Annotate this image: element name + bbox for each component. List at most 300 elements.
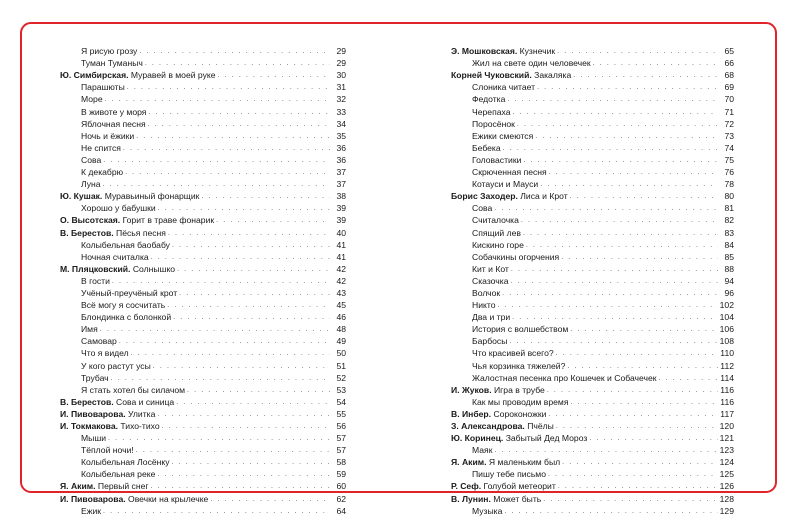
toc-title: Трубач	[81, 372, 109, 383]
toc-entry	[60, 311, 346, 323]
toc-entry-label	[60, 421, 160, 432]
toc-title: Музыка	[472, 505, 503, 516]
toc-entry	[451, 384, 734, 396]
toc-entry-label	[451, 324, 568, 335]
toc-leader-dots	[177, 264, 330, 275]
toc-page-number: 60	[336, 481, 346, 492]
toc-entry	[60, 444, 346, 456]
toc-entry	[60, 492, 346, 504]
toc-leader-dots	[187, 385, 330, 396]
toc-page-number: 128	[719, 493, 734, 504]
toc-leader-dots	[511, 264, 718, 275]
toc-title: Чья корзинка тяжелей?	[472, 360, 566, 371]
toc-entry	[451, 372, 734, 384]
toc-page-number: 84	[724, 239, 734, 250]
toc-entry	[451, 420, 734, 432]
toc-entry-label	[60, 179, 101, 190]
toc-page-number: 33	[336, 106, 346, 117]
toc-title: Что я видел	[81, 348, 129, 359]
toc-leader-dots	[125, 167, 330, 178]
toc-leader-dots	[139, 46, 330, 57]
toc-page-number: 71	[724, 106, 734, 117]
toc-leader-dots	[179, 288, 330, 299]
toc-title: Не спится	[81, 142, 121, 153]
toc-leader-dots	[570, 191, 718, 202]
toc-page-number: 73	[724, 130, 734, 141]
toc-entry-label	[60, 469, 155, 480]
toc-entry	[451, 226, 734, 238]
toc-entry-label	[451, 506, 502, 517]
toc-entry-label	[451, 131, 533, 142]
toc-page-number: 74	[724, 142, 734, 153]
toc-title: Ночь и ёжики	[81, 130, 135, 141]
toc-title: Пчёлы	[527, 421, 554, 431]
toc-title: Закаляка	[534, 70, 572, 81]
toc-page-number: 80	[724, 191, 734, 202]
toc-leader-dots	[503, 143, 718, 154]
toc-entry	[451, 178, 734, 190]
toc-title: Самовар	[81, 336, 117, 347]
toc-page-number: 42	[336, 263, 346, 274]
toc-leader-dots	[105, 94, 330, 105]
toc-entry	[60, 214, 346, 226]
toc-entry-label	[451, 264, 509, 275]
toc-entry	[60, 105, 346, 117]
toc-entry-label	[60, 433, 106, 444]
toc-leader-dots	[176, 397, 330, 408]
toc-entry-label	[451, 312, 510, 323]
toc-entry	[451, 335, 734, 347]
toc-leader-dots	[561, 252, 718, 263]
toc-page-number: 78	[724, 179, 734, 190]
toc-leader-dots	[112, 276, 330, 287]
toc-leader-dots	[103, 179, 330, 190]
toc-page-number: 70	[724, 94, 734, 105]
toc-author: О. Высотская.	[60, 215, 121, 226]
toc-page-number: 126	[719, 481, 734, 492]
toc-author: Ю. Коринец.	[451, 433, 504, 444]
toc-entry	[60, 251, 346, 263]
toc-author: И. Жуков.	[451, 384, 492, 395]
toc-title: Скрюченная песня	[472, 167, 547, 178]
toc-entry-label	[60, 215, 214, 226]
toc-page-number: 82	[724, 215, 734, 226]
toc-entry-label	[451, 155, 521, 166]
toc-entry-label	[60, 373, 109, 384]
toc-entry-label	[451, 46, 555, 57]
toc-entry-label	[60, 107, 146, 118]
toc-leader-dots	[504, 506, 717, 517]
toc-leader-dots	[547, 385, 718, 396]
toc-page-number: 104	[719, 312, 734, 323]
toc-entry	[451, 93, 734, 105]
toc-title: Овечки на крылечке	[128, 493, 209, 504]
toc-page-number: 81	[724, 203, 734, 214]
toc-leader-dots	[502, 288, 718, 299]
toc-leader-dots	[136, 131, 330, 142]
toc-entry	[60, 263, 346, 275]
toc-entry	[451, 505, 734, 517]
toc-entry	[60, 456, 346, 468]
toc-page-number: 62	[336, 493, 346, 504]
toc-author: В. Берестов.	[60, 396, 114, 407]
toc-page-number: 66	[724, 58, 734, 69]
toc-title: Жил на свете один человечек	[472, 58, 591, 69]
toc-leader-dots	[162, 421, 330, 432]
toc-entry	[60, 505, 346, 517]
toc-author: И. Пивоварова.	[60, 408, 126, 419]
toc-title: Я рисую грозу	[81, 46, 138, 57]
toc-title: Сороконожки	[493, 408, 547, 419]
toc-entry	[451, 263, 734, 275]
toc-author: В. Лунин.	[451, 493, 491, 504]
toc-leader-dots	[507, 94, 718, 105]
toc-title: Муравей в моей руке	[130, 70, 216, 81]
toc-title: Федотка	[472, 94, 506, 105]
toc-leader-dots	[567, 361, 718, 372]
toc-page-number: 37	[336, 179, 346, 190]
toc-entry	[451, 202, 734, 214]
toc-title: Колыбельная Лосёнку	[81, 457, 170, 468]
toc-leader-dots	[523, 228, 718, 239]
toc-title: Пёсья песня	[116, 227, 166, 238]
toc-entry	[451, 359, 734, 371]
toc-entry-label	[60, 361, 151, 372]
toc-page-number: 40	[336, 227, 346, 238]
toc-page-number: 29	[336, 58, 346, 69]
toc-entry-label	[451, 481, 556, 492]
toc-entry-label	[60, 131, 134, 142]
toc-title: Я маленьким был	[488, 457, 561, 468]
toc-author: Я. Аким.	[60, 481, 96, 492]
toc-title: Голубой метеорит	[483, 481, 556, 492]
toc-author: И. Токмакова.	[60, 421, 119, 431]
toc-title: Спящий лев	[472, 227, 521, 238]
toc-entry-label	[60, 324, 98, 335]
toc-leader-dots	[570, 397, 718, 408]
toc-title: Жалостная песенка про Кошечек и Собачечек	[472, 372, 657, 383]
toc-entry-label	[451, 421, 554, 432]
toc-leader-dots	[167, 300, 330, 311]
toc-page-number: 117	[720, 408, 734, 419]
toc-page-number: 37	[336, 167, 346, 178]
toc-entry-label	[451, 457, 560, 468]
toc-entry-label	[60, 445, 134, 456]
toc-leader-dots	[659, 373, 718, 384]
toc-entry-label	[451, 361, 565, 372]
toc-entry	[60, 408, 346, 420]
toc-entry-label	[60, 228, 166, 239]
toc-title: Ночная считалка	[81, 251, 149, 262]
toc-title: В гости	[81, 275, 110, 286]
toc-leader-dots	[543, 494, 717, 505]
toc-entry-label	[60, 155, 101, 166]
toc-entry	[60, 202, 346, 214]
toc-page-number: 112	[720, 360, 734, 371]
toc-entry	[451, 57, 734, 69]
toc-author: З. Александрова.	[451, 421, 525, 431]
toc-leader-dots	[556, 348, 718, 359]
toc-leader-dots	[136, 445, 330, 456]
toc-entry	[60, 239, 346, 251]
toc-entry	[451, 408, 734, 420]
toc-entry	[60, 178, 346, 190]
toc-leader-dots	[589, 433, 717, 444]
toc-title: Мыши	[81, 433, 107, 444]
toc-entry	[60, 372, 346, 384]
toc-page-number: 88	[724, 263, 734, 274]
toc-page-number: 57	[336, 445, 346, 456]
toc-title: Туман Туманыч	[81, 58, 143, 69]
toc-page-number: 53	[336, 384, 346, 395]
toc-entry	[60, 432, 346, 444]
toc-entry-label	[60, 252, 149, 263]
toc-entry	[60, 275, 346, 287]
toc-entry-label	[451, 445, 492, 456]
toc-page-number: 72	[724, 118, 734, 129]
toc-page-number: 36	[336, 154, 346, 165]
toc-page-number: 114	[720, 372, 734, 383]
toc-leader-dots	[557, 46, 718, 57]
toc-entry	[60, 323, 346, 335]
toc-column-right	[451, 45, 734, 517]
toc-leader-dots	[119, 336, 330, 347]
toc-page-number: 56	[336, 421, 346, 431]
toc-entry	[451, 81, 734, 93]
toc-entry-label	[60, 94, 103, 105]
toc-title: Имя	[81, 324, 98, 335]
toc-leader-dots	[494, 445, 717, 456]
toc-leader-dots	[151, 252, 330, 263]
toc-title: Колыбельная баобабу	[81, 239, 170, 250]
toc-page-number: 123	[719, 445, 734, 456]
toc-title: В животе у моря	[81, 106, 147, 117]
toc-entry-label	[451, 433, 587, 444]
toc-entry-label	[451, 252, 559, 263]
toc-leader-dots	[521, 215, 718, 226]
toc-leader-dots	[103, 155, 330, 166]
toc-entry-label	[451, 409, 546, 420]
toc-page-number: 121	[719, 433, 734, 444]
toc-page-number: 85	[724, 251, 734, 262]
toc-entry-label	[451, 143, 501, 154]
toc-entry-label	[60, 336, 117, 347]
toc-title: Головастики	[472, 154, 522, 165]
toc-leader-dots	[573, 70, 718, 81]
toc-entry	[60, 396, 346, 408]
toc-entry-label	[451, 107, 510, 118]
toc-entry	[60, 57, 346, 69]
toc-entry	[451, 214, 734, 226]
toc-entry	[60, 480, 346, 492]
toc-title: Ежики смеются	[472, 130, 534, 141]
toc-entry-label	[60, 240, 170, 251]
toc-entry	[451, 323, 734, 335]
toc-page-number: 48	[336, 324, 346, 335]
toc-title: Тихо-тихо	[120, 421, 160, 431]
toc-entry	[451, 311, 734, 323]
toc-entry	[451, 130, 734, 142]
toc-leader-dots	[151, 481, 330, 492]
toc-entry-label	[60, 409, 155, 420]
toc-leader-dots	[153, 361, 330, 372]
toc-entry-label	[451, 82, 535, 93]
toc-entry-label	[60, 167, 123, 178]
toc-leader-dots	[512, 312, 717, 323]
toc-entry-label	[60, 46, 137, 57]
toc-title: Сова	[81, 154, 102, 165]
toc-page-number: 94	[724, 275, 734, 286]
toc-entry	[451, 468, 734, 480]
toc-entry	[60, 359, 346, 371]
toc-title: Блондинка с болонкой	[81, 312, 172, 323]
toc-leader-dots	[103, 506, 330, 517]
toc-entry-label	[451, 228, 521, 239]
toc-page-number: 54	[336, 396, 346, 407]
toc-entry	[60, 347, 346, 359]
toc-title: Луна	[81, 179, 101, 190]
toc-author: Ю. Кушак.	[60, 191, 103, 202]
toc-entry	[60, 142, 346, 154]
toc-page-number: 36	[336, 142, 346, 153]
toc-page-number: 58	[336, 457, 346, 468]
toc-page-number: 129	[719, 505, 734, 516]
toc-entry-label	[60, 494, 208, 505]
toc-entry	[60, 420, 346, 432]
toc-entry	[451, 432, 734, 444]
toc-title: Кит и Кот	[472, 263, 509, 274]
toc-leader-dots	[517, 119, 718, 130]
toc-entry-label	[451, 215, 519, 226]
toc-leader-dots	[540, 179, 718, 190]
toc-leader-dots	[145, 58, 330, 69]
toc-title: Улитка	[128, 408, 156, 419]
toc-leader-dots	[158, 203, 330, 214]
toc-title: Считалочка	[472, 215, 519, 226]
toc-page-number: 106	[719, 324, 734, 335]
toc-leader-dots	[123, 143, 330, 154]
toc-page-number: 31	[336, 82, 346, 93]
toc-entry-label	[451, 119, 515, 130]
toc-title: Забытый Дед Мороз	[505, 433, 588, 444]
toc-entry	[60, 335, 346, 347]
toc-entry-label	[60, 70, 216, 81]
toc-page-number: 30	[336, 70, 346, 81]
toc-title: Тёплой ночи!	[81, 445, 134, 456]
toc-entry	[451, 69, 734, 81]
toc-page-number: 43	[336, 287, 346, 298]
toc-author: Борис Заходер.	[451, 191, 518, 202]
toc-entry-label	[60, 397, 174, 408]
toc-author: В. Инбер.	[451, 408, 492, 419]
toc-title: Ежик	[81, 505, 102, 516]
toc-page-number: 76	[724, 167, 734, 178]
toc-entry	[60, 118, 346, 130]
toc-page-number: 29	[336, 46, 346, 57]
toc-entry-label	[451, 336, 507, 347]
toc-leader-dots	[210, 494, 330, 505]
toc-title: Кузнечик	[519, 46, 556, 57]
toc-page-number: 39	[336, 215, 346, 226]
toc-title: Колыбельная реке	[81, 469, 156, 480]
toc-entry-label	[451, 288, 500, 299]
toc-page-number: 42	[336, 275, 346, 286]
toc-title: Яблочная песня	[81, 118, 146, 129]
toc-entry	[451, 251, 734, 263]
toc-page-number: 75	[724, 154, 734, 165]
toc-leader-dots	[512, 107, 718, 118]
toc-title: Учёный-преучёный крот	[81, 287, 178, 298]
toc-page-number: 34	[336, 118, 346, 129]
toc-title: Пишу тебе письмо	[472, 469, 546, 480]
toc-entry	[451, 347, 734, 359]
toc-entry-label	[451, 469, 546, 480]
toc-entry-label	[451, 167, 547, 178]
toc-page-number: 110	[720, 348, 734, 359]
toc-title: Маяк	[472, 445, 493, 456]
toc-page-number: 59	[336, 469, 346, 480]
toc-title: Первый снег	[97, 481, 149, 492]
toc-entry-label	[60, 288, 177, 299]
toc-leader-dots	[548, 469, 718, 480]
toc-page-number: 69	[724, 82, 734, 93]
toc-title: Кискино горе	[472, 239, 524, 250]
toc-entry	[451, 456, 734, 468]
toc-entry-label	[60, 143, 121, 154]
toc-entry-label	[451, 70, 571, 81]
toc-leader-dots	[509, 336, 717, 347]
toc-author: И. Пивоварова.	[60, 493, 126, 504]
toc-title: Что красивей всего?	[472, 348, 554, 359]
toc-leader-dots	[570, 324, 717, 335]
toc-author: Ю. Симбирская.	[60, 70, 129, 81]
toc-entry	[60, 93, 346, 105]
toc-entry	[451, 190, 734, 202]
toc-entry	[60, 299, 346, 311]
toc-leader-dots	[562, 457, 717, 468]
toc-leader-dots	[157, 409, 330, 420]
toc-entry	[60, 130, 346, 142]
toc-author: М. Пляцковский.	[60, 263, 131, 274]
toc-page-number: 32	[336, 94, 346, 105]
toc-entry	[60, 226, 346, 238]
toc-entry	[451, 287, 734, 299]
toc-author: Корней Чуковский.	[451, 70, 532, 81]
toc-title: Черепаха	[472, 106, 511, 117]
toc-entry	[451, 239, 734, 251]
toc-entry	[60, 81, 346, 93]
toc-leader-dots	[494, 203, 718, 214]
toc-page-number: 83	[724, 227, 734, 238]
toc-title: Волчок	[472, 287, 501, 298]
toc-entry-label	[60, 481, 149, 492]
toc-leader-dots	[157, 469, 330, 480]
toc-page-number: 68	[724, 70, 734, 81]
toc-entry	[451, 480, 734, 492]
toc-entry-label	[60, 348, 129, 359]
toc-leader-dots	[593, 58, 718, 69]
toc-title: Солнышко	[132, 263, 176, 274]
toc-page-number: 46	[336, 312, 346, 323]
toc-title: Барбосы	[472, 336, 508, 347]
toc-title: Котауси и Мауси	[472, 179, 539, 190]
toc-entry	[60, 190, 346, 202]
toc-page-number: 51	[336, 360, 346, 371]
toc-page-number: 120	[719, 421, 734, 431]
toc-title: Два и три	[472, 312, 511, 323]
toc-entry	[451, 492, 734, 504]
toc-title: Сова	[472, 203, 493, 214]
